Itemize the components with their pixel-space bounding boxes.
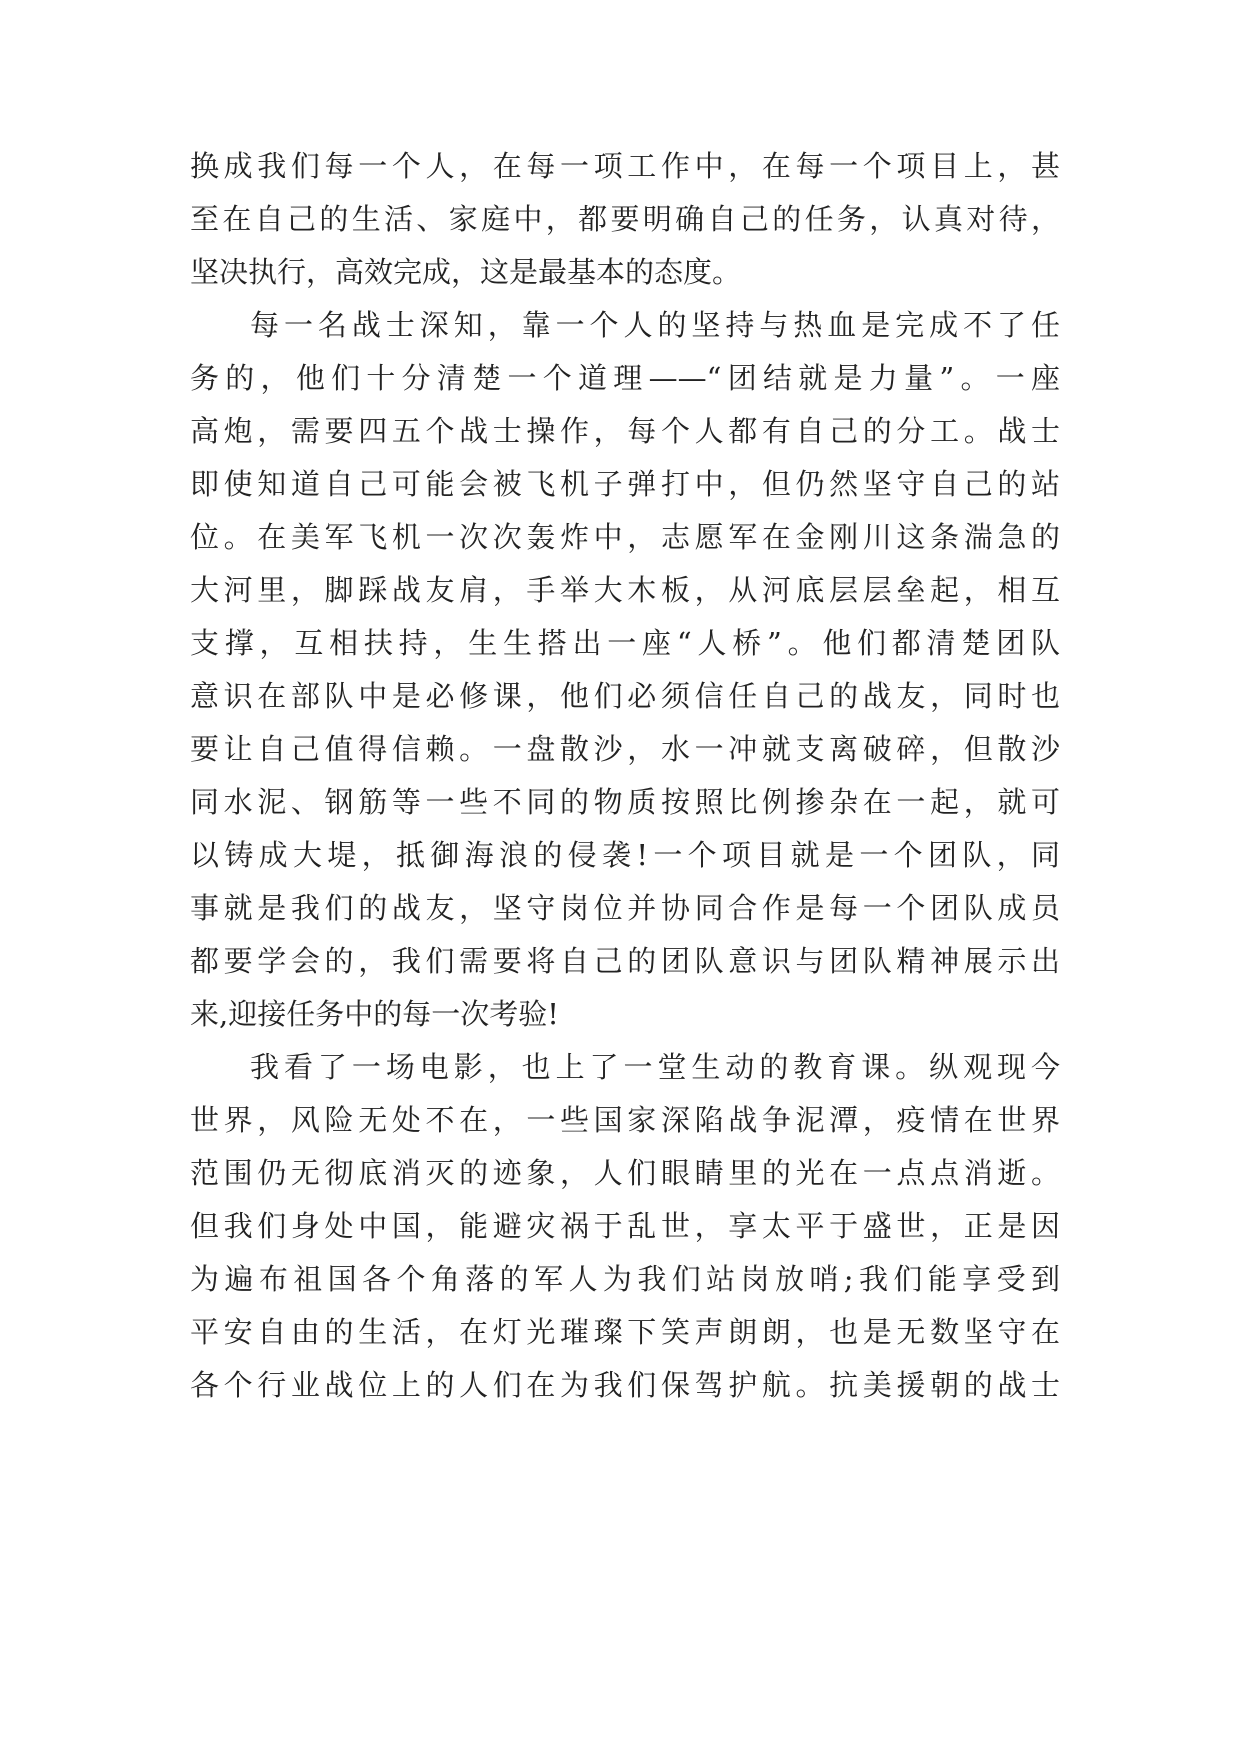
text-line: 但我们身处中国，能避灾祸于乱世，享太平于盛世，正是因 (190, 1209, 1060, 1243)
text-line: 世界，风险无处不在，一些国家深陷战争泥潭，疫情在世界 (190, 1103, 1060, 1137)
text-line: 每一名战士深知，靠一个人的坚持与热血是完成不了任 (250, 308, 1060, 342)
text-line: 支撑，互相扶持，生生搭出一座“人桥”。他们都清楚团队 (190, 626, 1060, 660)
paragraph-2 (190, 299, 1060, 1041)
document-page (190, 140, 1060, 1412)
text-line: 同水泥、钢筋等一些不同的物质按照比例掺杂在一起，就可 (190, 785, 1060, 819)
text-line: 位。在美军飞机一次次轰炸中，志愿军在金刚川这条湍急的 (190, 520, 1060, 554)
paragraph-1 (190, 140, 1060, 299)
text-line: 至在自己的生活、家庭中，都要明确自己的任务，认真对待， (190, 202, 1060, 236)
text-line: 高炮，需要四五个战士操作，每个人都有自己的分工。战士 (190, 414, 1060, 448)
text-line: 范围仍无彻底消灭的迹象，人们眼睛里的光在一点点消逝。 (190, 1156, 1060, 1190)
text-line: 事就是我们的战友，坚守岗位并协同合作是每一个团队成员 (190, 891, 1060, 925)
text-line: 即使知道自己可能会被飞机子弹打中，但仍然坚守自己的站 (190, 467, 1060, 501)
text-line: 以铸成大堤，抵御海浪的侵袭!一个项目就是一个团队，同 (190, 838, 1060, 872)
text-line: 都要学会的，我们需要将自己的团队意识与团队精神展示出 (190, 944, 1060, 978)
text-line: 意识在部队中是必修课，他们必须信任自己的战友，同时也 (190, 679, 1060, 713)
text-line: 来,迎接任务中的每一次考验! (190, 997, 559, 1031)
text-line: 各个行业战位上的人们在为我们保驾护航。抗美援朝的战士 (190, 1368, 1060, 1402)
text-line: 务的，他们十分清楚一个道理——“团结就是力量”。一座 (190, 361, 1060, 395)
paragraph-3 (190, 1041, 1060, 1412)
text-line: 我看了一场电影，也上了一堂生动的教育课。纵观现今 (250, 1050, 1060, 1084)
text-line: 要让自己值得信赖。一盘散沙，水一冲就支离破碎，但散沙 (190, 732, 1060, 766)
text-line: 为遍布祖国各个角落的军人为我们站岗放哨;我们能享受到 (190, 1262, 1060, 1296)
text-line: 大河里，脚踩战友肩，手举大木板，从河底层层垒起，相互 (190, 573, 1060, 607)
text-line: 平安自由的生活，在灯光璀璨下笑声朗朗，也是无数坚守在 (190, 1315, 1060, 1349)
text-line: 换成我们每一个人，在每一项工作中，在每一个项目上，甚 (190, 149, 1060, 183)
text-line: 坚决执行，高效完成，这是最基本的态度。 (190, 255, 742, 289)
